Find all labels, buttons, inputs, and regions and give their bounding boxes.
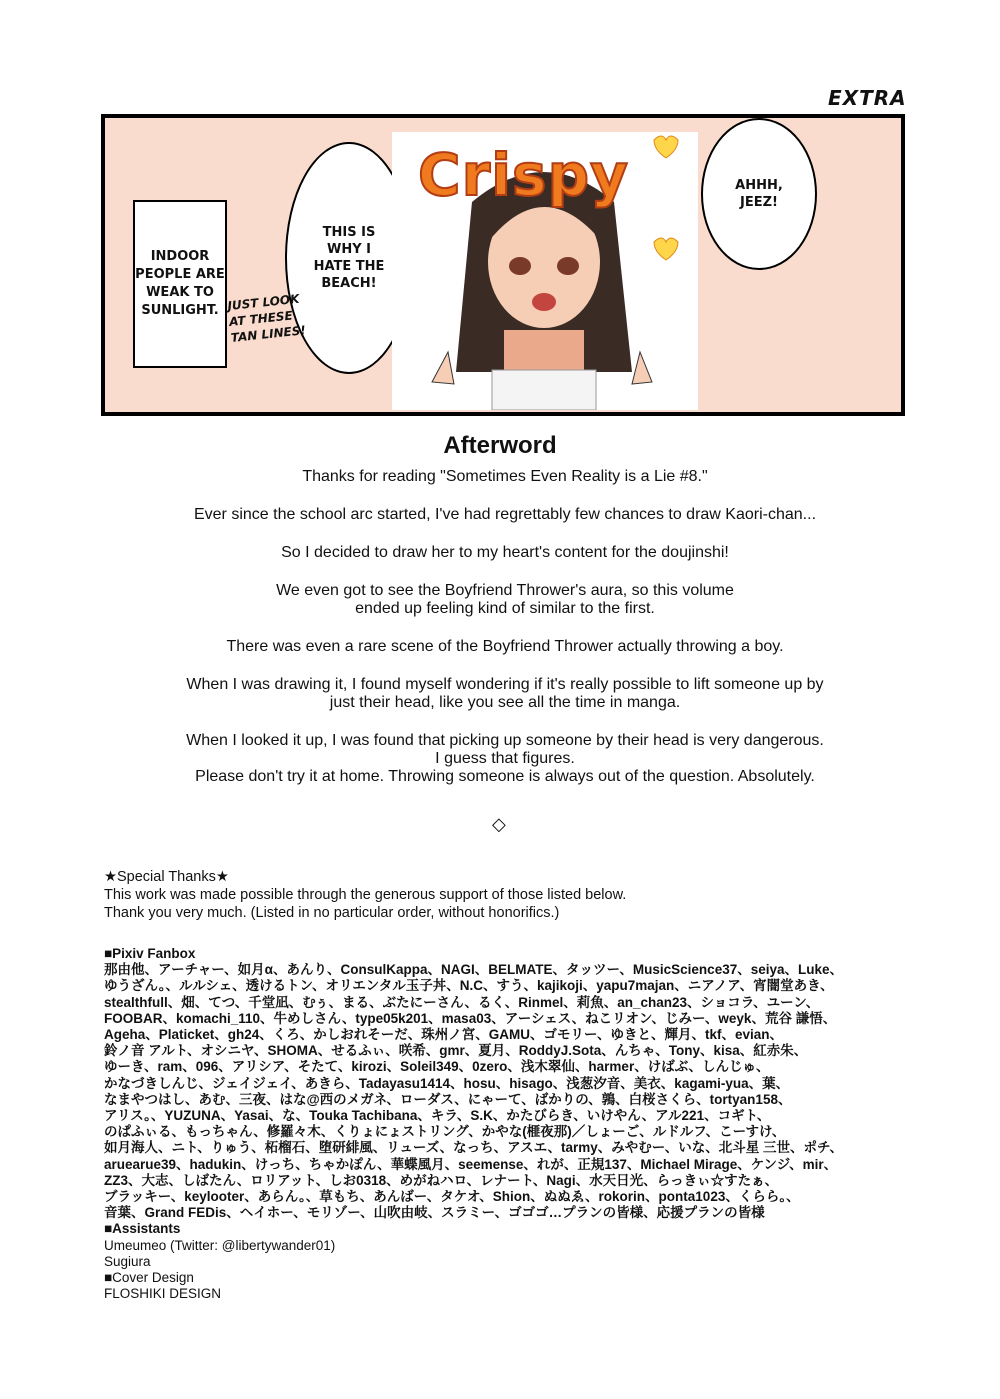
afterword-paragraph: So I decided to draw her to my heart's content for the doujinshi! <box>281 544 729 561</box>
afterword-line: When I was drawing it, I found myself wondering if it's really possible to lift someone up by <box>186 676 824 693</box>
afterword-paragraph: There was even a rare scene of the Boyfriend Thrower actually throwing a boy. <box>226 638 784 655</box>
fanbox-line: 如月海人、ニト、りゅう、柘榴石、堕研緋風、リューズ、なっち、アスエ、tarmy、みやむー、いな、北斗星 三世、ポチ、 <box>104 1140 844 1156</box>
fanbox-line: ゆうざん。、ルルシェ、透けるトン、オリエンタル玉子丼、N.C、すう、kajikoji、yapu7majan、ニアノア、宵闇堂あき、 <box>104 978 834 994</box>
afterword-line: When I looked it up, I was found that picking up someone by their head is very dangerous. <box>186 732 824 749</box>
fanbox-line: aruearue39、hadukin、けっち、ちゃかぽん、華蝶風月、seemense、れが、正規137、Michael Mirage、ケンジ、mir、 <box>104 1156 838 1172</box>
manga-panel <box>101 114 905 416</box>
afterword-line: Please don't try it at home. Throwing someone is always out of the question. Absolutely. <box>195 768 815 785</box>
fanbox-line: ゆーき、ram、096、アリシア、そたて、kirozi、Soleil349、0zero、浅木翠仙、harmer、けばぶ、しんじゅ、 <box>104 1059 770 1075</box>
fanbox-line: stealthfull、畑、てつ、千堂凪、むぅ、まる、ぶたにーさん、るく、Rinmel、莉魚、an_chan23、ショコラ、ユーン、 <box>104 994 820 1010</box>
sfx-crispy: Crispy <box>418 141 629 209</box>
cover-design-heading: ■Cover Design <box>104 1270 194 1286</box>
afterword-paragraph <box>90 582 920 618</box>
fanbox-line: ブラッキー、keylooter、あらん。、草もち、あんばー、タケオ、Shion、ぬぬゑ、rokorin、ponta1023、くらら。、 <box>104 1189 800 1205</box>
assistant-name: Umeumeo (Twitter: @libertywander01) <box>104 1237 336 1253</box>
afterword-line: I guess that figures. <box>435 750 575 767</box>
fanbox-heading: ■Pixiv Fanbox <box>104 946 196 961</box>
speech-bubble-right-text: AHHH, JEEZ! <box>735 178 783 210</box>
afterword-paragraph: Ever since the school arc started, I've had regrettably few chances to draw Kaori-chan... <box>193 506 817 523</box>
fanbox-line: 音葉、Grand FEDis、ヘイホー、モリゾー、山吹由岐、スラミー、ゴゴゴ…プランの皆様、応援プランの皆様 <box>104 1205 765 1221</box>
fanbox-line: FOOBAR、komachi_110、牛めしさん、type05k201、masa03、アーシェス、ねこリオン、じみー、weyk、荒谷 謙悟、 <box>104 1010 837 1026</box>
extra-label: EXTRA <box>828 86 907 110</box>
assistants-heading: ■Assistants <box>104 1221 181 1237</box>
character-illustration <box>392 132 698 410</box>
afterword-line: We even got to see the Boyfriend Thrower's aura, so this volume <box>276 582 734 599</box>
special-thanks <box>104 868 934 922</box>
fanbox-line: かなづきしんじ、ジェイジェイ、あきら、Tadayasu1414、hosu、hisago、浅葱汐音、美衣、kagami-yua、葉、 <box>104 1075 790 1091</box>
fanbox-line: 鈴ノ音 アルト、オシニヤ、SHOMA、せるふぃ、咲希、gmr、夏月、RoddyJ.Sota、んちゃ、Tony、kisa、紅赤朱、 <box>104 1043 808 1059</box>
afterword-title: Afterword <box>443 432 557 459</box>
diamond-divider: ◇ <box>492 814 506 834</box>
fanbox-line: なまやつはし、あむ、三夜、はな@西のメガネ、ローダス、にゃーて、ばかりの、鶉、白桜さくら、tortyan158、 <box>104 1091 792 1107</box>
afterword-body <box>90 468 920 806</box>
assistant-name: Sugiura <box>104 1253 151 1269</box>
fanbox-line: 那由他、アーチャー、如月α、あんり、ConsulKappa、NAGI、BELMATE、タッツー、MusicScience37、seiya、Luke、 <box>104 962 844 978</box>
afterword-paragraph <box>90 732 920 786</box>
credits-section <box>104 946 944 1302</box>
special-thanks-line: Thank you very much. (Listed in no particular order, without honorifics.) <box>104 905 560 921</box>
afterword-paragraph <box>90 676 920 712</box>
speech-bubble-left-text: THIS IS WHY I HATE THE BEACH! <box>313 225 385 291</box>
afterword-line: ended up feeling kind of similar to the first. <box>355 600 655 617</box>
afterword-line: just their head, like you see all the time in manga. <box>329 694 681 711</box>
afterword-paragraph: Thanks for reading "Sometimes Even Reality is a Lie #8." <box>302 468 708 485</box>
fanbox-line: アリス。、YUZUNA、Yasai、な、Touka Tachibana、キラ、S.K、かたびらき、いけやん、アル221、コギト、 <box>104 1108 771 1124</box>
narration-box <box>133 200 227 368</box>
speech-bubble-right <box>701 118 817 270</box>
fanbox-line: Ageha、Platicket、gh24、くろ、かしおれそーだ、珠州ノ宮、GAMU、ゴモリー、ゆきと、輝月、tkf、evian、 <box>104 1027 784 1043</box>
special-thanks-heading: ★Special Thanks★ <box>104 869 229 885</box>
side-note: JUST LOOK AT THESE TAN LINES! <box>226 291 307 345</box>
narration-text: INDOOR PEOPLE ARE WEAK TO SUNLIGHT. <box>135 249 225 318</box>
cover-design-name: FLOSHIKI DESIGN <box>104 1286 222 1302</box>
special-thanks-line: This work was made possible through the generous support of those listed below. <box>104 887 627 903</box>
fanbox-line: ZZ3、大志、しばたん、ロリアット、しお0318、めがねハロ、レナート、Nagi、水天日光、らっきぃ☆すたぁ、 <box>104 1172 779 1188</box>
fanbox-line: のぱふぃる、もっちゃん、修羅々木、くりょにょストリング、かやな(榧夜那)／しょーご、ルドルフ、こーすけ、 <box>104 1124 786 1140</box>
